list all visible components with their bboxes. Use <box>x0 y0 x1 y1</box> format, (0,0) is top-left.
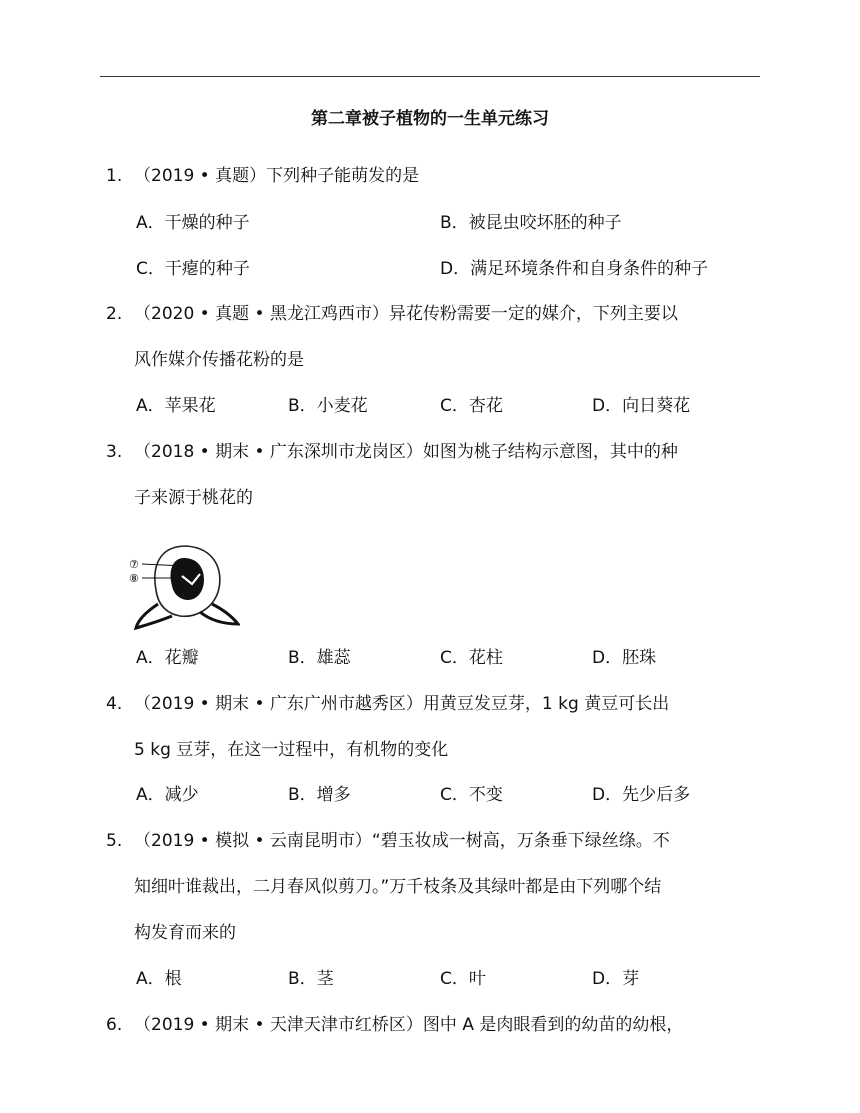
question-text-continued: 5 kg 豆芽，在这一过程中，有机物的变化 <box>134 740 449 760</box>
option-b: B．增多 <box>288 785 351 805</box>
peach-structure-figure <box>128 540 240 636</box>
option-d: D．满足环境条件和自身条件的种子 <box>440 259 709 279</box>
question-text: （2019 • 真题）下列种子能萌发的是 <box>134 166 420 186</box>
option-d: D．先少后多 <box>592 785 691 805</box>
question-text: （2019 • 期末 • 天津天津市红桥区）图中 A 是肉眼看到的幼苗的幼根， <box>134 1015 684 1035</box>
option-c: C．叶 <box>440 969 486 989</box>
question-5 <box>106 826 670 851</box>
option-d: D．芽 <box>592 969 640 989</box>
question-text-continued: 风作媒介传播花粉的是 <box>134 350 304 370</box>
option-d: D．向日葵花 <box>592 396 691 416</box>
option-b: B．被昆虫咬坏胚的种子 <box>440 213 622 233</box>
question-text-continued: 子来源于桃花的 <box>134 488 253 508</box>
option-c: C．花柱 <box>440 648 503 668</box>
option-b: B．茎 <box>288 969 334 989</box>
option-b: B．小麦花 <box>288 396 368 416</box>
page-title: 第二章被子植物的一生单元练习 <box>311 109 549 129</box>
option-a: A．花瓣 <box>136 648 199 668</box>
question-text-continued: 构发育而来的 <box>134 923 236 943</box>
question-text: （2018 • 期末 • 广东深圳市龙岗区）如图为桃子结构示意图，其中的种 <box>134 442 678 462</box>
question-text: （2019 • 期末 • 广东广州市越秀区）用黄豆发豆芽，1 kg 黄豆可长出 <box>134 694 670 714</box>
question-text-continued: 知细叶谁裁出，二月春风似剪刀。”万千枝条及其绿叶都是由下列哪个结 <box>134 877 662 897</box>
question-number: 4. <box>106 694 123 714</box>
figure-label: ⑦ <box>129 558 139 571</box>
question-number: 3. <box>106 442 123 462</box>
option-a: A．干燥的种子 <box>136 213 250 233</box>
question-number: 2. <box>106 304 123 324</box>
question-number: 1. <box>106 166 123 186</box>
header-rule <box>100 76 760 77</box>
question-3 <box>106 437 678 462</box>
question-2 <box>106 299 678 324</box>
option-a: A．减少 <box>136 785 199 805</box>
option-a: A．根 <box>136 969 182 989</box>
option-c: C．杏花 <box>440 396 503 416</box>
question-text: （2019 • 模拟 • 云南昆明市）“碧玉妆成一树高，万条垂下绿丝绦。不 <box>134 831 670 851</box>
question-text: （2020 • 真题 • 黑龙江鸡西市）异花传粉需要一定的媒介，下列主要以 <box>134 304 678 324</box>
option-b: B．雄蕊 <box>288 648 351 668</box>
question-4 <box>106 689 669 714</box>
question-number: 5. <box>106 831 123 851</box>
option-d: D．胚珠 <box>592 648 657 668</box>
figure-label: ⑧ <box>129 572 139 585</box>
option-c: C．干瘪的种子 <box>136 259 250 279</box>
option-c: C．不变 <box>440 785 503 805</box>
question-6 <box>106 1010 683 1035</box>
option-a: A．苹果花 <box>136 396 216 416</box>
question-number: 6. <box>106 1015 123 1035</box>
question-1 <box>106 161 419 186</box>
